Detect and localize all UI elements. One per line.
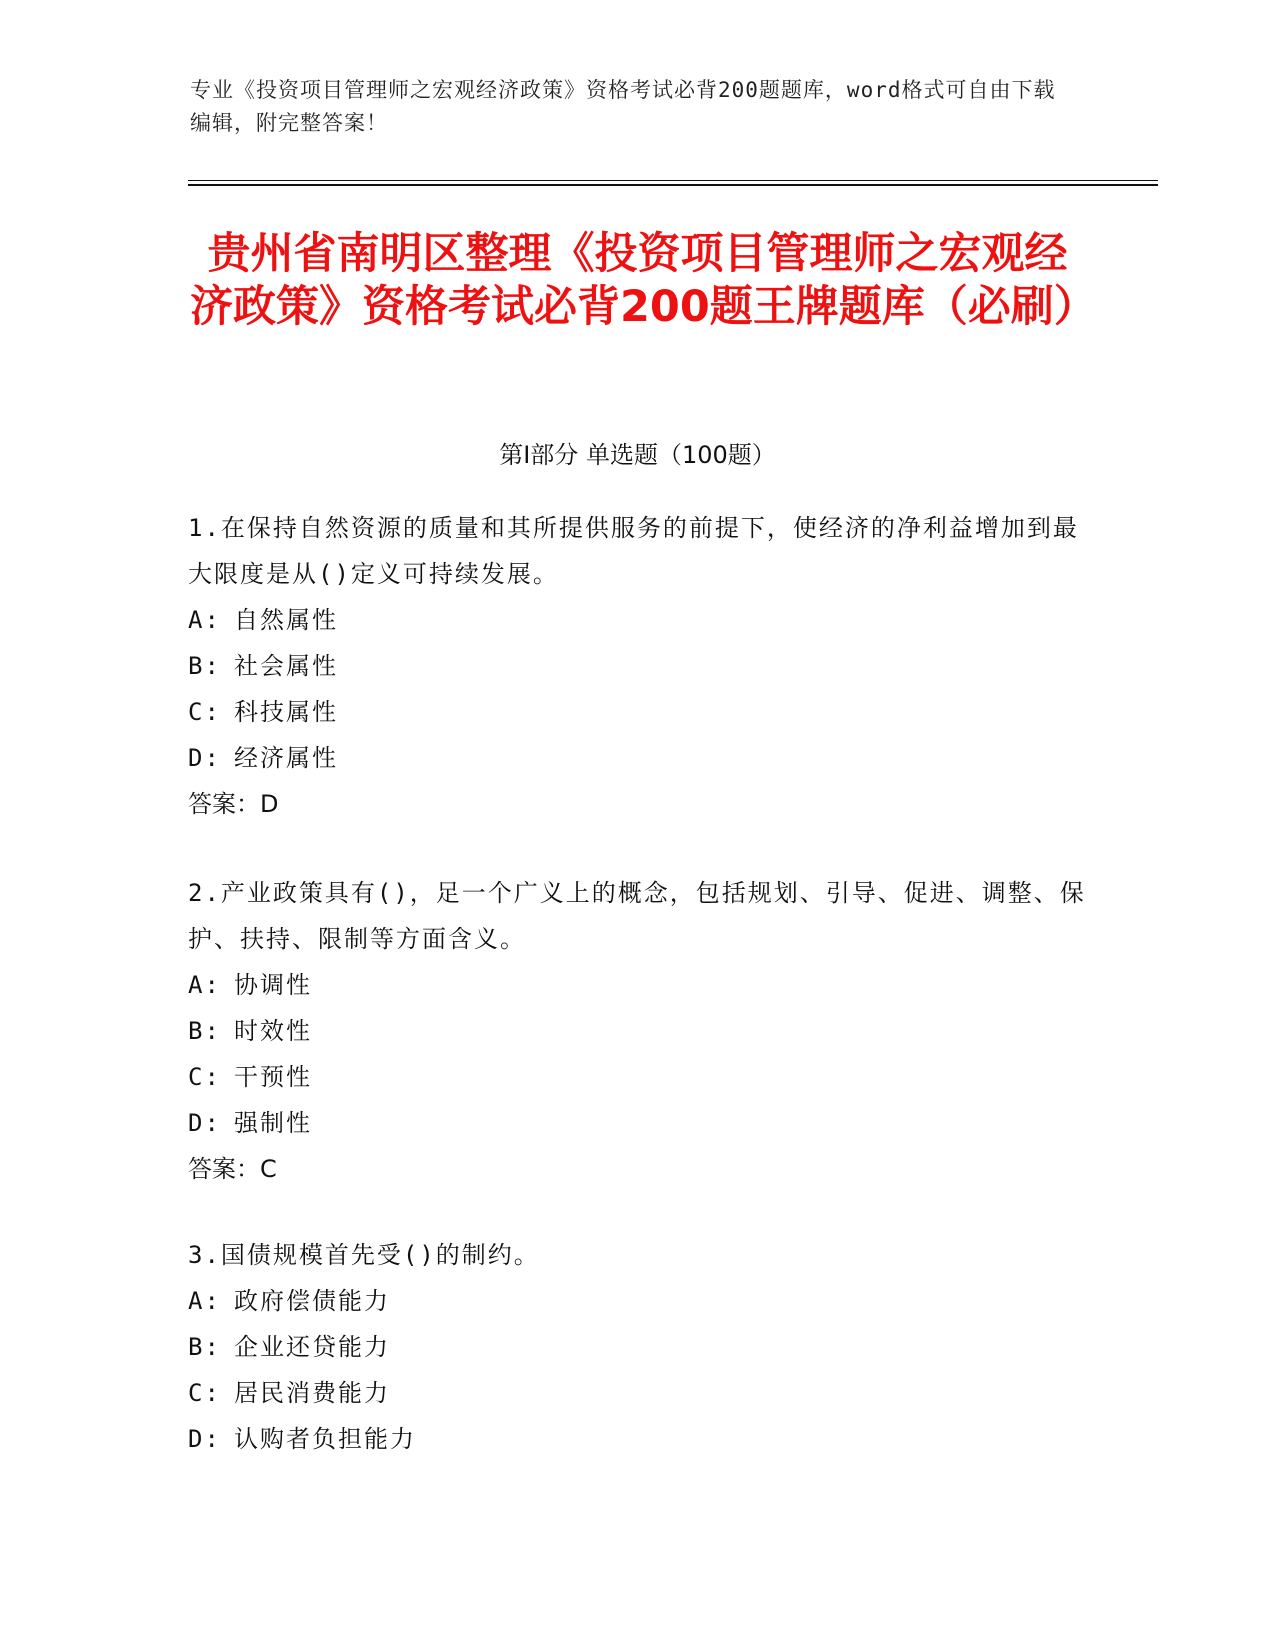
answer-line: 答案：C (188, 1155, 277, 1183)
option-b (188, 1008, 1088, 1054)
option-b (188, 1324, 1088, 1370)
option-text: 经济属性 (234, 744, 338, 772)
option-c (188, 689, 1088, 735)
option-key: B: (188, 1333, 221, 1361)
option-text: 科技属性 (234, 698, 338, 726)
question-stem: 3.国债规模首先受()的制约。 (188, 1241, 540, 1269)
option-key: B: (188, 1017, 221, 1045)
question-stem: 1.在保持自然资源的质量和其所提供服务的前提下，使经济的净利益增加到最大限度是从()定义可持续发展。 (188, 514, 1079, 588)
option-a (188, 597, 1088, 643)
question-2 (188, 870, 1088, 1192)
option-text: 时效性 (234, 1017, 312, 1045)
question-3 (188, 1232, 1088, 1462)
document-title: 贵州省南明区整理《投资项目管理师之宏观经济政策》资格考试必背200题王牌题库（必刷） (190, 229, 1097, 332)
option-d (188, 1416, 1088, 1462)
option-a (188, 962, 1088, 1008)
option-text: 企业还贷能力 (234, 1333, 390, 1361)
option-text: 社会属性 (234, 652, 338, 680)
option-text: 认购者负担能力 (234, 1425, 416, 1453)
option-c (188, 1370, 1088, 1416)
option-text: 居民消费能力 (234, 1379, 390, 1407)
option-key: B: (188, 652, 221, 680)
option-c (188, 1054, 1088, 1100)
header-note: 专业《投资项目管理师之宏观经济政策》资格考试必背200题题库，word格式可自由下载编辑，附完整答案！ (190, 78, 1056, 135)
option-text: 干预性 (234, 1063, 312, 1091)
option-text: 强制性 (234, 1109, 312, 1137)
section-heading: 第I部分 单选题（100题） (499, 441, 776, 469)
answer-line: 答案：D (188, 790, 279, 818)
option-key: D: (188, 744, 221, 772)
option-text: 自然属性 (234, 606, 338, 634)
option-key: D: (188, 1109, 221, 1137)
option-key: C: (188, 1379, 221, 1407)
option-key: D: (188, 1425, 221, 1453)
option-text: 协调性 (234, 971, 312, 999)
option-key: A: (188, 606, 221, 634)
question-1 (188, 505, 1088, 827)
option-key: C: (188, 698, 221, 726)
header-divider-thin (188, 180, 1158, 181)
option-text: 政府偿债能力 (234, 1287, 390, 1315)
option-a (188, 1278, 1088, 1324)
option-key: A: (188, 971, 221, 999)
option-d (188, 735, 1088, 781)
option-key: A: (188, 1287, 221, 1315)
option-d (188, 1100, 1088, 1146)
option-key: C: (188, 1063, 221, 1091)
question-stem: 2.产业政策具有()，足一个广义上的概念，包括规划、引导、促进、调整、保护、扶持、限制等方面含义。 (188, 879, 1086, 953)
header-divider-thick (188, 184, 1158, 186)
option-b (188, 643, 1088, 689)
